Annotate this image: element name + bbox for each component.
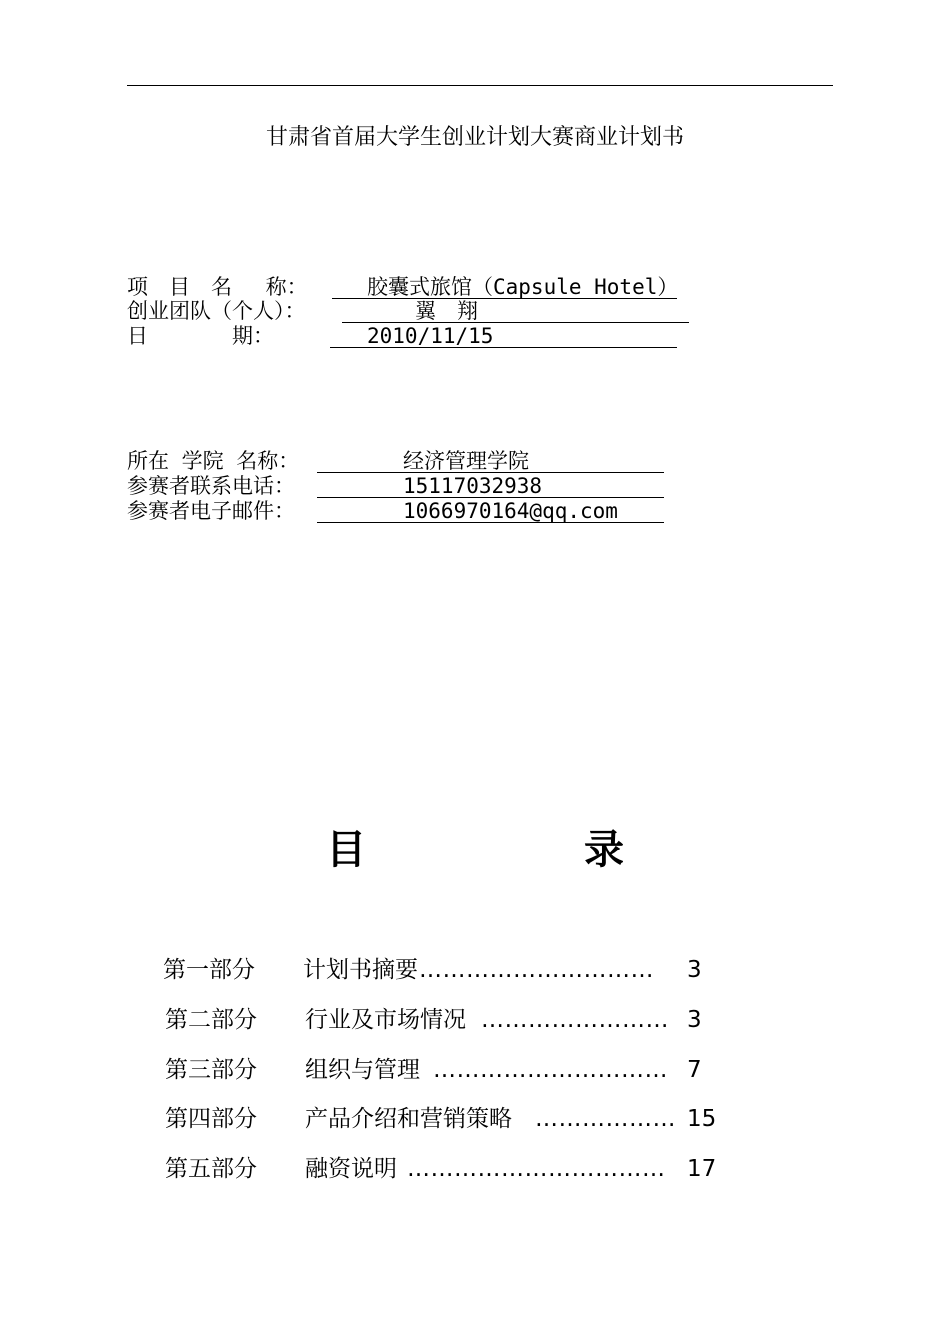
toc-item[interactable] — [165, 1005, 725, 1035]
toc-item-page: 7 — [687, 1057, 702, 1083]
toc-item-page: 15 — [687, 1106, 717, 1132]
project-name-field — [127, 274, 687, 300]
phone-label: 参赛者联系电话： — [127, 474, 295, 498]
toc-item-part: 第一部分 — [163, 957, 255, 983]
toc-item-title: 组织与管理 — [305, 1057, 420, 1083]
project-name-label: 项 目 名 称： — [127, 275, 308, 299]
toc-item-part: 第二部分 — [165, 1007, 257, 1033]
college-value: 经济管理学院 — [403, 449, 529, 473]
college-label: 所在 学院 名称： — [127, 449, 300, 473]
phone-value: 15117032938 — [403, 474, 543, 498]
header-rule — [127, 85, 833, 86]
toc-item-leader: ……………… — [535, 1106, 676, 1132]
team-value: 翼 翔 — [415, 299, 478, 323]
toc-item-part: 第三部分 — [165, 1057, 257, 1083]
date-field — [127, 323, 682, 349]
toc-item-page: 3 — [687, 1007, 702, 1033]
toc-item[interactable] — [163, 955, 723, 985]
date-label: 日 期： — [127, 324, 274, 348]
toc-item-title: 行业及市场情况 — [305, 1007, 466, 1033]
team-field — [127, 298, 692, 324]
toc-item-leader: ………………………… — [419, 957, 654, 983]
toc-heading — [0, 826, 950, 874]
toc-item-part: 第四部分 — [165, 1106, 257, 1132]
document-title: 甘肃省首届大学生创业计划大赛商业计划书 — [265, 125, 684, 150]
toc-item-title: 产品介绍和营销策略 — [305, 1106, 512, 1132]
team-label: 创业团队（个人）： — [127, 299, 306, 323]
email-field — [127, 498, 667, 524]
toc-item-title: 计划书摘要 — [303, 957, 418, 983]
toc-item[interactable] — [165, 1055, 725, 1085]
phone-field — [127, 473, 667, 499]
toc-heading-char-2: 录 — [583, 827, 624, 873]
email-label: 参赛者电子邮件： — [127, 499, 295, 523]
email-value: 1066970164@qq.com — [403, 499, 618, 523]
toc-item-title: 融资说明 — [305, 1156, 397, 1182]
toc-item-part: 第五部分 — [165, 1156, 257, 1182]
toc-item-leader: …………………… — [481, 1007, 669, 1033]
team-underline — [342, 298, 689, 323]
toc-item-page: 17 — [687, 1156, 717, 1182]
toc-item-page: 3 — [687, 957, 702, 983]
college-field — [127, 448, 667, 474]
toc-item-leader: …………………………… — [407, 1156, 666, 1182]
toc-item[interactable] — [165, 1154, 725, 1184]
toc-heading-char-1: 目 — [326, 827, 367, 873]
toc-item[interactable] — [165, 1104, 725, 1134]
toc-item-leader: ………………………… — [433, 1057, 668, 1083]
date-value: 2010/11/15 — [367, 324, 494, 348]
project-name-value: 胶囊式旅馆（Capsule Hotel） — [367, 275, 679, 299]
